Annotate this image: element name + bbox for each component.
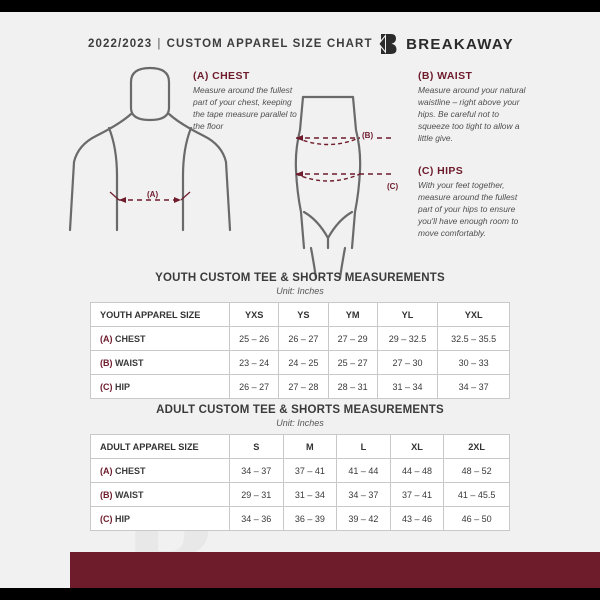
youth-col-ys: YS [279,303,328,327]
adult-row-hip-tag: (C) [100,513,113,524]
adult-table-subtitle: Unit: Inches [276,418,324,428]
document-header [0,22,600,56]
youth-col-yxs: YXS [230,303,279,327]
header-year: 2022/2023 [88,38,153,50]
youth-waist-yxl: 30 – 33 [438,351,510,375]
adult-row-hip-name: HIP [115,513,131,524]
adult-col-2xl: 2XL [444,435,510,459]
adult-row-chest-tag: (A) [100,465,113,476]
chest-callout-label: (A) [147,190,159,199]
youth-row-hip-tag: (C) [100,381,113,392]
youth-chest-yxs: 25 – 26 [230,327,279,351]
adult-header-label: ADULT APPAREL SIZE [91,435,230,459]
adult-hip-l: 39 – 42 [337,507,391,531]
youth-row-waist-tag: (B) [100,357,113,368]
note-chest-title: (A) CHEST [193,70,250,82]
adult-row-chest-label [91,459,230,483]
adult-hip-m: 36 – 39 [283,507,337,531]
table-row [91,507,510,531]
adult-row-waist-tag: (B) [100,489,113,500]
youth-hip-ym: 28 – 31 [328,375,377,399]
adult-col-s: S [230,435,284,459]
youth-hip-yxl: 34 – 37 [438,375,510,399]
adult-section [90,404,510,531]
header-separator: | [157,38,162,50]
adult-hip-2xl: 46 – 50 [444,507,510,531]
note-waist-title: (B) WAIST [418,70,473,82]
note-chest [193,70,303,133]
top-black-bar [0,0,600,12]
footer-band [70,552,600,588]
adult-table-title: ADULT CUSTOM TEE & SHORTS MEASUREMENTS [156,404,444,416]
youth-row-chest-tag: (A) [100,333,113,344]
adult-chest-m: 37 – 41 [283,459,337,483]
note-chest-body: Measure around the fullest part of your chest, keeping the tape measure parallel to the floor [193,85,297,131]
adult-row-hip-label [91,507,230,531]
youth-hip-yxs: 26 – 27 [230,375,279,399]
hips-callout-label: (C) [387,182,399,191]
adult-chest-2xl: 48 – 52 [444,459,510,483]
adult-waist-xl: 37 – 41 [390,483,444,507]
youth-col-ym: YM [328,303,377,327]
waist-callout-label: (B) [362,131,374,140]
adult-chest-xl: 44 – 48 [390,459,444,483]
note-waist-body: Measure around your natural waistline – right above your hips. Be careful not to squeeze too tight to allow a little give. [418,85,526,143]
waist-measure-line [296,135,394,145]
table-row [91,483,510,507]
youth-row-chest-name: CHEST [115,333,146,344]
youth-col-yl: YL [377,303,437,327]
youth-hip-yl: 31 – 34 [377,375,437,399]
youth-chest-yxl: 32.5 – 35.5 [438,327,510,351]
youth-size-table [90,302,510,399]
adult-hip-s: 34 – 36 [230,507,284,531]
table-header-row [91,303,510,327]
youth-waist-yxs: 23 – 24 [230,351,279,375]
youth-row-waist-name: WAIST [115,357,144,368]
youth-waist-ym: 25 – 27 [328,351,377,375]
youth-table-title: YOUTH CUSTOM TEE & SHORTS MEASUREMENTS [155,272,445,284]
adult-row-waist-name: WAIST [115,489,144,500]
youth-waist-ys: 24 – 25 [279,351,328,375]
note-hips-title: (C) HIPS [418,165,464,177]
adult-waist-m: 31 – 34 [283,483,337,507]
youth-row-hip-label [91,375,230,399]
youth-chest-ym: 27 – 29 [328,327,377,351]
youth-header-label: YOUTH APPAREL SIZE [91,303,230,327]
adult-hip-xl: 43 – 46 [390,507,444,531]
adult-col-xl: XL [390,435,444,459]
table-row [91,351,510,375]
youth-hip-ys: 27 – 28 [279,375,328,399]
table-row [91,327,510,351]
youth-chest-yl: 29 – 32.5 [377,327,437,351]
note-waist [418,70,528,145]
table-row [91,375,510,399]
adult-waist-l: 34 – 37 [337,483,391,507]
adult-col-l: L [337,435,391,459]
hips-figure [296,97,360,278]
note-hips-body: With your feet together, measure around the fullest part of your hips to ensure you'll have enough room to move comfortably. [418,180,519,238]
adult-row-chest-name: CHEST [115,465,146,476]
youth-waist-yl: 27 – 30 [377,351,437,375]
adult-col-m: M [283,435,337,459]
youth-row-chest-label [91,327,230,351]
table-row [91,459,510,483]
hips-measure-line [296,171,394,181]
adult-row-waist-label [91,483,230,507]
table-header-row [91,435,510,459]
header-subject: CUSTOM APPAREL SIZE CHART [166,38,373,50]
bottom-black-bar [0,588,600,600]
youth-section [90,272,510,399]
youth-chest-ys: 26 – 27 [279,327,328,351]
note-hips [418,165,528,240]
brand-name: BREAKAWAY [406,35,514,53]
adult-waist-s: 29 – 31 [230,483,284,507]
youth-row-waist-label [91,351,230,375]
chart-sheet [0,12,600,588]
adult-size-table [90,434,510,531]
adult-chest-l: 41 – 44 [337,459,391,483]
youth-col-yxl: YXL [438,303,510,327]
youth-row-hip-name: HIP [115,381,131,392]
measurement-diagram [0,52,600,282]
adult-waist-2xl: 41 – 45.5 [444,483,510,507]
adult-chest-s: 34 – 37 [230,459,284,483]
youth-table-subtitle: Unit: Inches [276,286,324,296]
page-title [88,38,373,50]
